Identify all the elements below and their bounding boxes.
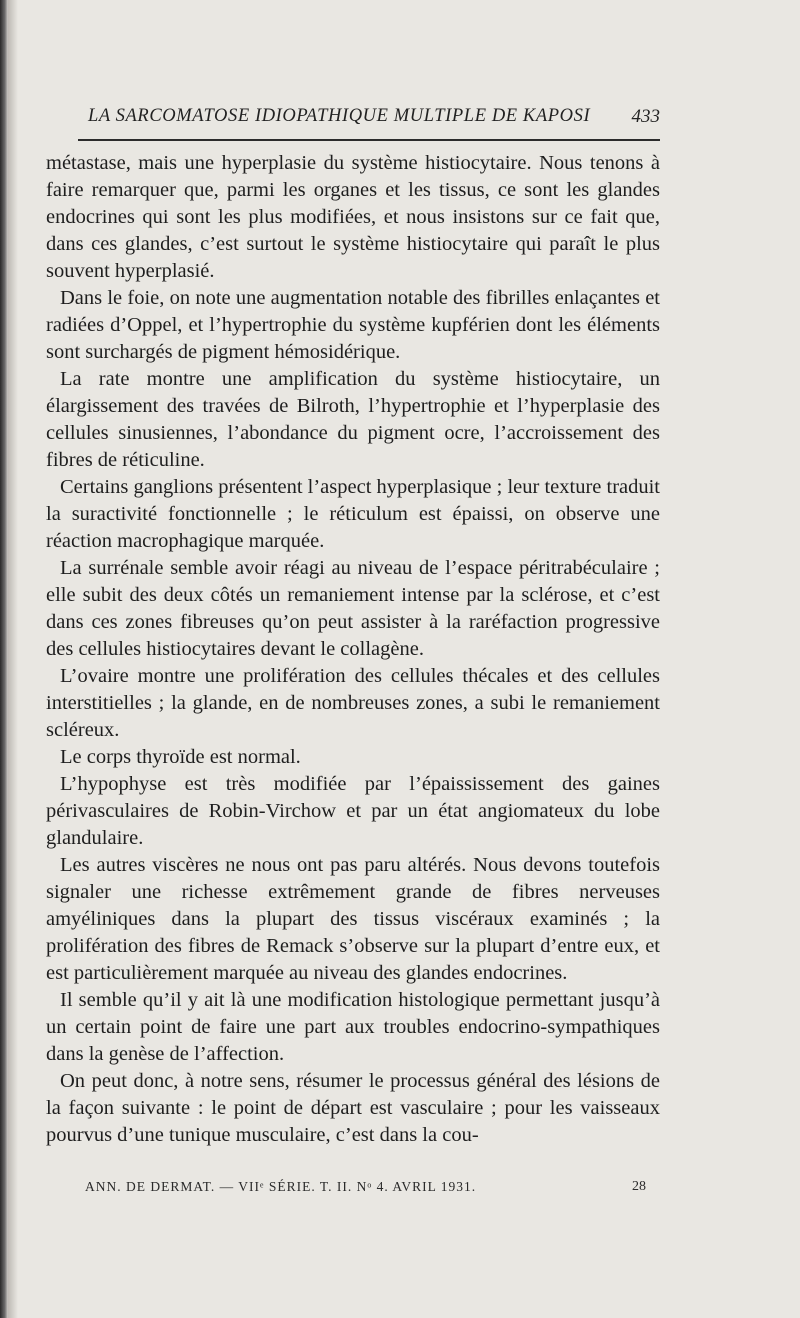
header-rule [78,139,660,141]
paragraph-thyroide: Le corps thyroïde est normal. [60,746,301,768]
page-footer [50,1179,662,1199]
footer-journal-reference: ANN. DE DERMAT. — VIIᵉ SÉRIE. T. II. Nᵒ 4. AVRIL 1931. [85,1179,477,1194]
running-title: LA SARCOMATOSE IDIOPATHIQUE MULTIPLE DE KAPOSI [88,106,591,126]
footer-signature-number: 28 [632,1179,646,1194]
page-binding-shadow [8,0,18,1318]
body-text [46,150,660,1149]
paragraph-surrenale: La surrénale semble avoir réagi au niveau de l’espace péritrabéculaire ; elle subit des deux côtés un remaniement intense par la sclérose, et c’est dans ces zones fibreuses qu’on peut assister à la raréfaction progressive des cellules histiocytaires devant le collagène. [46,557,660,660]
page-number: 433 [631,106,660,127]
paragraph-ovaire: L’ovaire montre une prolifération des cellules thécales et des cellules interstitielles ; la glande, en de nombreuses zones, a subi le remaniement scléreux. [46,665,660,741]
paragraph-modification: Il semble qu’il y ait là une modification histologique permettant jusqu’à un certain point de faire une part aux troubles endocrino-sympathiques dans la genèse de l’affection. [46,989,660,1065]
page-binding-edge [0,0,8,1318]
paragraph-ganglions: Certains ganglions présentent l’aspect hyperplasique ; leur texture traduit la suractivité fonctionnelle ; le réticulum est épaissi, on observe une réaction macrophagique marquée. [46,476,661,552]
running-head [80,106,660,134]
paragraph-continued: métastase, mais une hyperplasie du système histiocytaire. Nous tenons à faire remarquer que, parmi les organes et les tissus, ce sont les glandes endocrines qui sont les plus modifiées, et nous insistons sur ce fait que, dans ces glandes, c’est surtout le système histiocytaire qui paraît le plus souvent hyperplasié. [46,152,660,282]
paragraph-resume: On peut donc, à notre sens, résumer le processus général des lésions de la façon suivante : le point de départ est vasculaire ; pour les vaisseaux pourvus d’une tunique musculaire, c’est dans la cou- [46,1070,660,1146]
paragraph-visceres: Les autres viscères ne nous ont pas paru altérés. Nous devons toutefois signaler une richesse extrêmement grande de fibres nerveuses amyéliniques dans la plupart des tissus viscéraux examinés ; la prolifération des fibres de Remack s’observe sur la plupart d’entre eux, et est particulièrement marquée au niveau des glandes endocrines. [46,854,660,984]
paragraph-rate: La rate montre une amplification du système histiocytaire, un élargissement des travées de Bilroth, l’hypertrophie et l’hyperplasie des cellules sinusiennes, l’abondance du pigment ocre, l’accroissement des fibres de réticuline. [46,368,660,471]
paragraph-foie: Dans le foie, on note une augmentation notable des fibrilles enlaçantes et radiées d’Oppel, et l’hypertrophie du système kupférien dont les éléments sont surchargés de pigment hémosidérique. [46,287,660,363]
paragraph-hypophyse: L’hypophyse est très modifiée par l’épaississement des gaines périvasculaires de Robin-Virchow et par un état angiomateux du lobe glandulaire. [46,773,660,849]
